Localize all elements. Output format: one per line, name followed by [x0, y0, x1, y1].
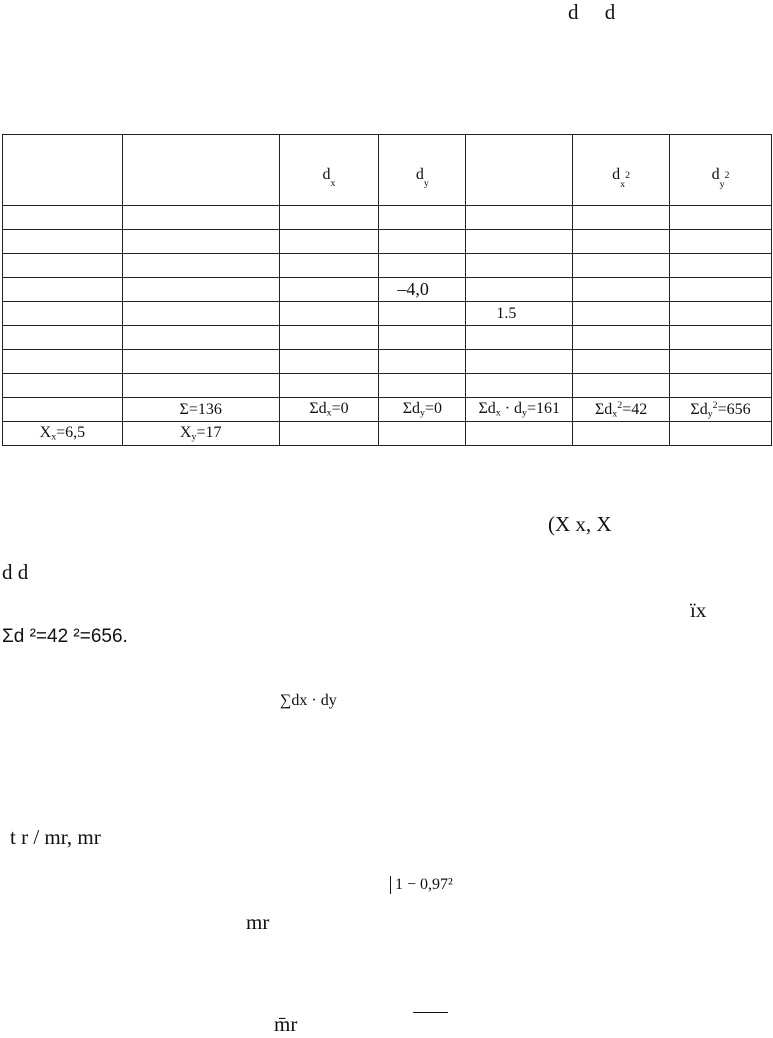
sum-cell-dy2: $\Sigma d_y^2=656$ — [670, 398, 772, 422]
header-cell-dx: $d_x$ — [279, 135, 379, 206]
top-fragment-dd: d d — [568, 0, 616, 24]
table-cell-1-5: 1.5 — [466, 302, 573, 326]
data-table — [2, 134, 772, 446]
table-row — [3, 230, 772, 254]
table-row — [3, 254, 772, 278]
mean-cell-y: $X_y=17$ — [122, 422, 279, 446]
header-cell — [3, 135, 123, 206]
header-cell-dy: $d_y$ — [379, 135, 466, 206]
fragment-sqrt: 1 − 0,97² — [390, 876, 453, 894]
header-cell — [466, 135, 573, 206]
fragment-mr: mr — [246, 910, 270, 934]
table-row — [3, 206, 772, 230]
sum-cell-dxdy: $\Sigma d_x \cdot d_y=161$ — [466, 398, 573, 422]
table-cell-minus4: –4,0 — [379, 278, 466, 302]
sum-cell-total: Σ=136 — [122, 398, 279, 422]
sum-cell-dx2: $\Sigma d_x^2=42$ — [573, 398, 670, 422]
mean-cell-x: $X_x=6,5$ — [3, 422, 123, 446]
table-sum-row — [3, 398, 772, 422]
table-row — [3, 350, 772, 374]
table-row — [3, 326, 772, 350]
fragment-mr-bar: m̄r — [274, 1012, 298, 1036]
table-row — [3, 302, 772, 326]
fragment-dd: d d — [2, 560, 29, 584]
fragment-sum-dxdy: ∑dx · dy — [280, 692, 337, 709]
table-mean-row — [3, 422, 772, 446]
header-cell-dx2: $d_x^2$ — [573, 135, 670, 206]
sum-cell-dx: $\Sigma d_x=0$ — [279, 398, 379, 422]
sum-cell-dy: $\Sigma d_y=0$ — [379, 398, 466, 422]
table-row — [3, 278, 772, 302]
fragment-mean: (X x, X — [548, 512, 612, 536]
table-row — [3, 374, 772, 398]
fragment-t: t r / mr, mr — [10, 825, 101, 849]
sum-cell — [3, 398, 123, 422]
table-header-row — [3, 135, 772, 206]
header-cell-dy2: $d_y^2$ — [670, 135, 772, 206]
fraction-bar — [413, 1012, 448, 1013]
fragment-ix: ïx — [690, 598, 707, 622]
fragment-sums: Σd ²=42 ²=656. — [2, 626, 128, 647]
header-cell — [122, 135, 279, 206]
